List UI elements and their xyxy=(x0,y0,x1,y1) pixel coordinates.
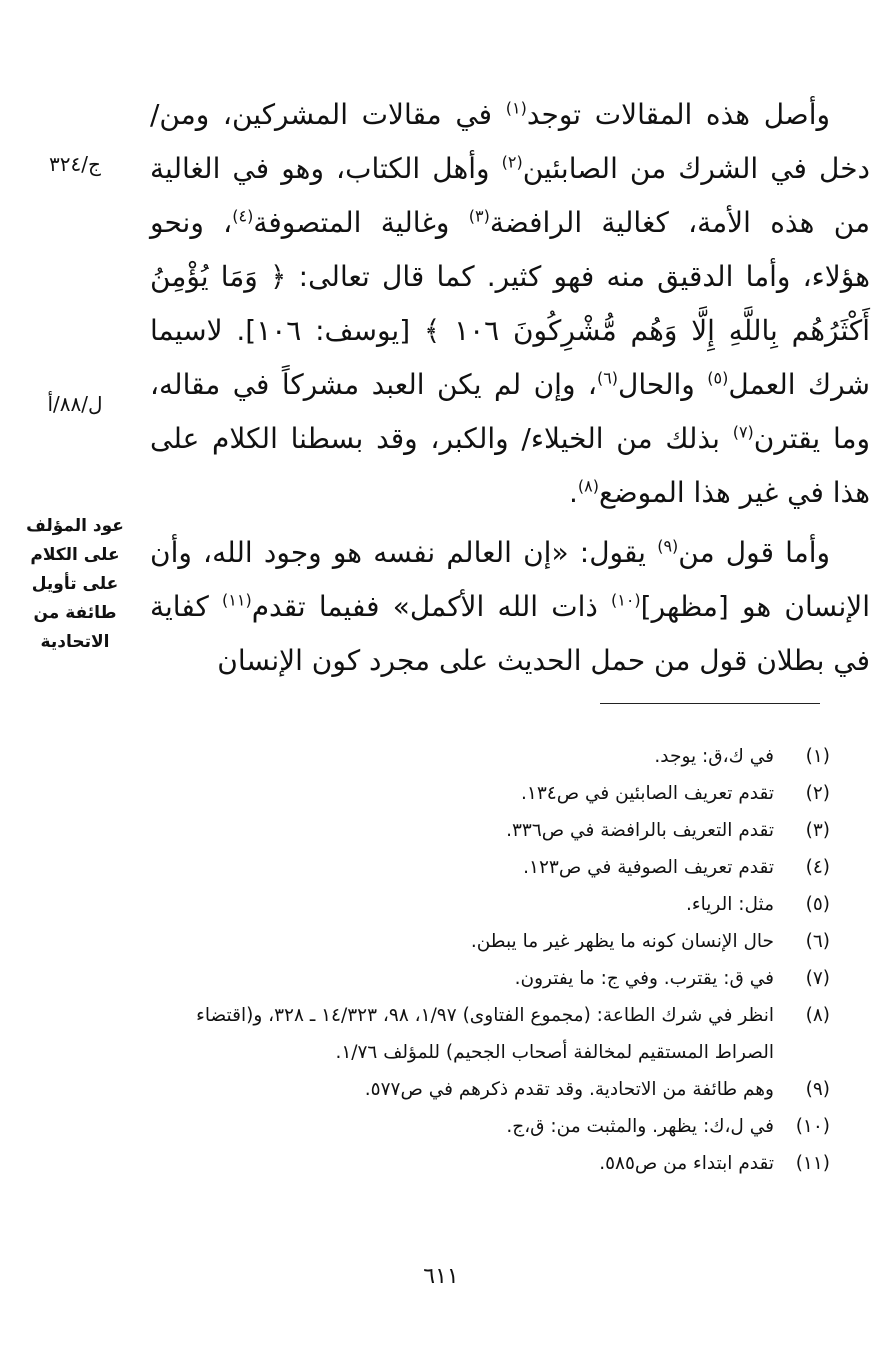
footnote-1 xyxy=(150,738,830,775)
quran-verse: ﴿ وَمَا يُؤْمِنُ أَكْثَرُهُم بِاللَّهِ إِلَّا وَهُم مُّشْرِكُونَ ١٠٦ ﴾ xyxy=(150,260,870,347)
paragraph-2: وأما قول من$^{(٩)}$ يقول: «إن العالم نفسه هو وجود الله، وأن الإنسان هو [مظهر]$^{(١٠)}$ ذات الله الأكمل» ففيما تقدم$^{(١١)}$ كفاية في بطلان قول من حمل الحديث على مجرد كون الإنسان xyxy=(150,536,870,677)
footnote-text: تقدم التعريف بالرافضة في ص٣٣٦. xyxy=(506,820,774,841)
manuscript-reference-2: ل/٨٨/أ xyxy=(47,392,103,416)
footnote-text: وهم طائفة من الاتحادية. وقد تقدم ذكرهم في ص٥٧٧. xyxy=(364,1079,774,1100)
footnote-text: في ل،ك: يظهر. والمثبت من: ق،ج. xyxy=(506,1116,774,1137)
footnote-ref-7[interactable]: (٧) xyxy=(732,422,754,442)
footnote-9 xyxy=(150,1071,830,1108)
footnote-ref-1[interactable]: (١) xyxy=(505,98,527,118)
manuscript-reference-1: ج/٣٢٤ xyxy=(49,152,101,176)
footnote-10 xyxy=(150,1108,830,1145)
footnote-ref-9[interactable]: (٩) xyxy=(657,536,679,556)
footnotes xyxy=(150,738,830,1182)
main-text xyxy=(150,88,870,688)
footnote-8 xyxy=(150,997,830,1071)
footnote-7 xyxy=(150,960,830,997)
footnote-text: حال الإنسان كونه ما يظهر غير ما يبطن. xyxy=(470,931,774,952)
footnote-text: تقدم ابتداء من ص٥٨٥. xyxy=(599,1153,774,1174)
footnote-2 xyxy=(150,775,830,812)
footnote-ref-2[interactable]: (٢) xyxy=(501,152,523,172)
footnote-ref-8[interactable]: (٨) xyxy=(577,476,599,496)
footnote-number: (٢) xyxy=(805,783,830,804)
footnote-ref-4[interactable]: (٤) xyxy=(232,206,254,226)
footnote-4 xyxy=(150,849,830,886)
footnote-text: في ك،ق: يوجد. xyxy=(654,746,774,767)
footnote-ref-6[interactable]: (٦) xyxy=(596,368,619,388)
footnote-ref-10[interactable]: (١٠) xyxy=(610,590,641,610)
footnote-separator xyxy=(600,703,820,704)
footnote-number: (١) xyxy=(805,746,830,767)
footnote-number: (٣) xyxy=(805,820,830,841)
footnote-number: (١٠) xyxy=(795,1116,830,1137)
footnote-number: (١١) xyxy=(795,1153,830,1174)
margin-heading: عود المؤلف على الكلام على تأويل طائفة من الاتحادية xyxy=(26,516,124,652)
footnote-text: في ق: يقترب. وفي ج: ما يفترون. xyxy=(514,968,774,989)
footnote-3 xyxy=(150,812,830,849)
footnote-text: تقدم تعريف الصابئين في ص١٣٤. xyxy=(521,783,774,804)
footnote-11 xyxy=(150,1145,830,1182)
footnote-ref-11[interactable]: (١١) xyxy=(222,590,252,610)
footnote-number: (٥) xyxy=(805,894,830,915)
footnote-ref-3[interactable]: (٣) xyxy=(468,206,490,226)
footnote-text: انظر في شرك الطاعة: (مجموع الفتاوى) ١/٩٧، ٩٨، ١٤/٣٢٣ ـ ٣٢٨، و(اقتضاء الصراط المستقيم لمخالفة أصحاب الجحيم) للمؤلف ١/٧٦. xyxy=(196,1005,774,1063)
footnote-text: تقدم تعريف الصوفية في ص١٢٣. xyxy=(523,857,774,878)
footnote-text: مثل: الرياء. xyxy=(686,894,774,915)
page-number: ٦١١ xyxy=(423,1264,459,1289)
footnote-number: (٩) xyxy=(805,1079,830,1100)
footnote-5 xyxy=(150,886,830,923)
footnote-number: (٧) xyxy=(805,968,830,989)
footnote-number: (٨) xyxy=(805,1005,830,1026)
footnote-6 xyxy=(150,923,830,960)
footnote-number: (٤) xyxy=(805,857,830,878)
footnote-ref-5[interactable]: (٥) xyxy=(707,368,729,388)
footnote-number: (٦) xyxy=(805,931,830,952)
paragraph-1: وأصل هذه المقالات توجد$^{(١)}$ في مقالات المشركين، ومن/ دخل في الشرك من الصابئين$^{(٢)}$ وأهل الكتاب، وهو في الغالية من هذه الأمة، كغالية الرافضة$^{(٣)}$ وغالية المتصوفة$^{(٤)}$، ونحو هؤلاء، وأما الدقيق منه فهو كثير. كما قال تعالى: ﴿ وَمَا يُؤْمِنُ أَكْثَرُهُم بِاللَّهِ إِلَّا وَهُم مُّشْرِكُونَ ١٠٦ ﴾ [يوسف: ١٠٦]. لاسيما شرك العمل$^{(٥)}$ والحال$^{(٦)}$، وإن لم يكن العبد مشركاً في مقاله، وما يقترن$^{(٧)}$ بذلك من الخيلاء/ والكبر، وقد بسطنا الكلام على هذا في غير هذا الموضع$^{(٨)}$. xyxy=(150,98,871,509)
